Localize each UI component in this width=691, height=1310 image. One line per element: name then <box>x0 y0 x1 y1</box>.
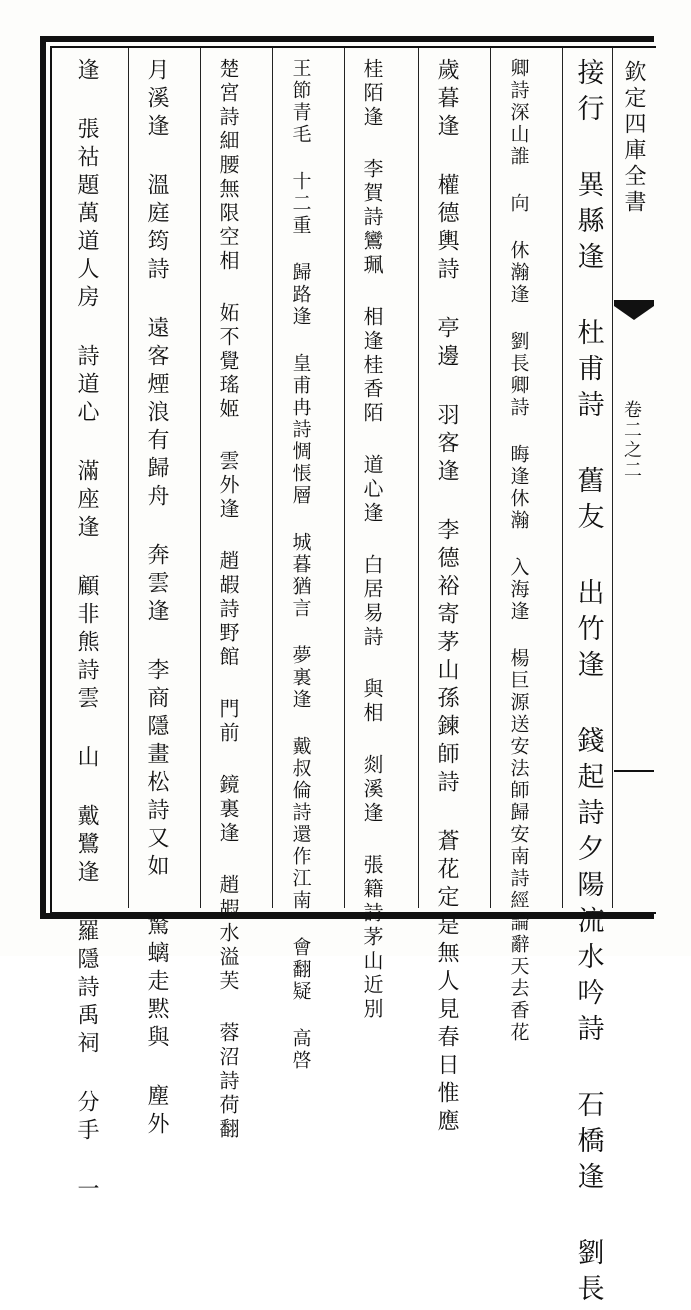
volume-label: 卷二之二 <box>621 400 642 480</box>
column-rule <box>418 48 419 908</box>
column-text: 桂陌逢 李賀詩鸞珮 相逢桂香陌 道心逢 白居易詩 與相 剡溪逢 張籍詩茅山近別 <box>360 58 384 1022</box>
book-title: 欽定四庫全書 <box>621 60 646 216</box>
column-text: 歲暮逢 權德輿詩 亭邊 羽客逢 李德裕寄茅山孫鍊師詩 蒼花定是無人見春日惟應 <box>434 58 459 1137</box>
column-text: 接行 異縣逢 杜甫詩 舊友 出竹逢 錢起詩夕陽流水吟詩 石橋逢 劉長 <box>572 58 604 1310</box>
column-text: 王節青毛 十二重 歸路逢 皇甫冉詩惆悵層 城暮猶言 夢裏逢 戴叔倫詩還作江南 會翻疑 高啓 <box>289 58 312 1072</box>
text-column-1 <box>562 58 614 1310</box>
column-rule <box>272 48 273 908</box>
text-column-7 <box>130 58 182 1140</box>
text-column-8 <box>60 58 112 1205</box>
text-column-6 <box>202 58 254 1142</box>
fishtail-mark-icon <box>614 300 654 320</box>
text-column-5 <box>274 58 326 1072</box>
text-column-2 <box>492 58 544 1044</box>
text-column-4 <box>346 58 398 1022</box>
column-rule <box>128 48 129 908</box>
column-text: 卿詩深山誰 向 休瀚逢 劉長卿詩 晦逢休瀚 入海逢 楊巨源送安法師歸安南詩經論辭天去香花 <box>507 58 530 1044</box>
column-rule <box>344 48 345 908</box>
text-column-3 <box>420 58 472 1137</box>
column-rule <box>490 48 491 908</box>
column-text: 逢 張祜題萬道人房 詩道心 滿座逢 顧非熊詩雲 山 戴鷺逢 羅隱詩禹祠 分手 一 <box>74 58 99 1205</box>
column-rule <box>200 48 201 908</box>
header-rule-bottom <box>614 770 654 772</box>
column-text: 楚宮詩細腰無限空相 妬不覺瑤姬 雲外逢 趙嘏詩野館 門前 鏡裏逢 趙嘏水溢芙 蓉沼詩荷翻 <box>216 58 240 1142</box>
column-text: 月溪逢 溫庭筠詩 遠客煙浪有歸舟 奔雲逢 李商隱畫松詩又如 驚螭走黙與 塵外 <box>144 58 169 1140</box>
